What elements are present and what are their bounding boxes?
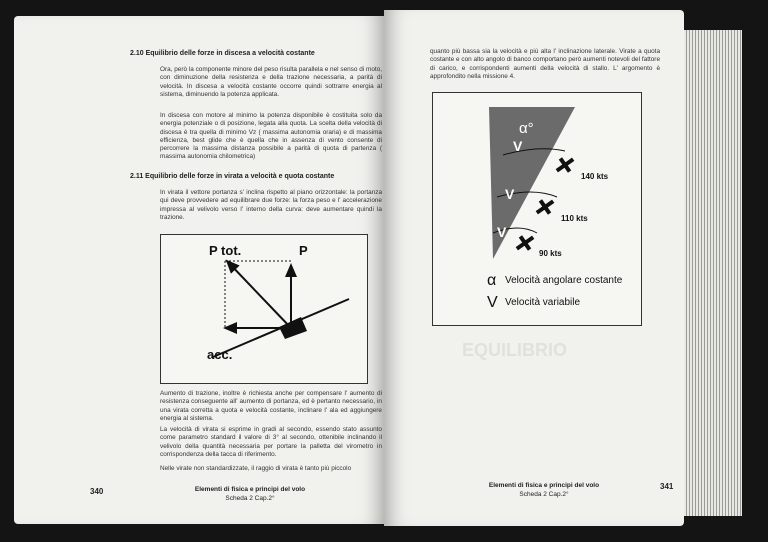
paragraph: La velocità di virata si esprime in gradi al secondo, essendo stato assunto come parametro standard il valore di 3° al secondo, ottenibile inclinando il velivolo della quantità necessaria per portare la palletta del virometro in corrispondenza della tacca di riferimento.: [160, 426, 382, 458]
page-number: 341: [660, 482, 674, 491]
paragraph: quanto più bassa sia la velocità e più alta l' inclinazione laterale. Virate a quota costante e con alto angolo di banco comportano però aumenti notevoli del fattore di carico, e corrispondenti aumenti della velocità di stallo. L' argomento è approfondito nella missione 4.: [430, 48, 660, 80]
bleed-through-text: EQUILIBRIO: [462, 340, 568, 360]
paragraph: In discesa con motore al minimo la potenza disponibile è costituita solo da energia potenziale o di posizione, legata alla quota. La scelta della velocità di discesa è tra quella di minimo Vz ( massima autonomia oraria) e di massima efficienza, best glide che è quella che in assenza di vento consente di percorrere la massima distanza possibile a parità di quota di partenza ( massima autonomia chilometrica): [160, 112, 382, 161]
paragraph: Nelle virate non standardizzate, il raggio di virata è tanto più piccolo: [160, 465, 352, 472]
paragraph: Ora, però la componente minore del peso risulta parallela e nel senso di moto, con diminuzione della resistenza e della trazione necessaria, a parità di velocità. In discesa a velocità costante occorre quindi sottrarre energia al sistema, diminuendo la potenza applicata.: [160, 66, 382, 98]
footer-title: Elementi di fisica e principi del volo: [488, 482, 600, 489]
ptot-label: P tot.: [209, 243, 242, 258]
speed-label-110: 110 kts: [561, 214, 588, 223]
section-heading-2-10: 2.10 Equilibrio delle forze in discesa a velocità costante: [130, 50, 315, 57]
turn-rate-figure: [432, 92, 642, 326]
paragraph: Aumento di trazione, inoltre è richiesta anche per compensare l' aumento di resistenza conseguente all' aumento di portanza, ed è pertanto necessario, in una virata corretta a quota e velocità costante, inclinare l' ala ed aggiungere energia al sistema.: [160, 390, 382, 422]
v-label-bottom: V: [497, 224, 507, 240]
page-number: 340: [90, 487, 104, 496]
v-label-middle: V: [505, 186, 515, 202]
legend-v-symbol: V: [487, 294, 498, 311]
legend-v-text: Velocità variabile: [505, 297, 581, 308]
airplane-icon-140: [552, 153, 578, 178]
speed-label-90: 90 kts: [539, 249, 562, 258]
total-lift-arrow: [227, 261, 291, 328]
page-edges: [684, 30, 742, 516]
paragraph: In virata il vettore portanza s' inclina rispetto al piano orizzontale: la portanza qui deve provvedere ad equilibrare due forze: la forza peso e l' accelerazione impressa al velivolo verso l' interno della curva: deve aumentare quindi la trazione.: [160, 189, 382, 221]
forces-diagram: [161, 235, 367, 383]
legend-alpha-symbol: α: [487, 272, 497, 289]
footer-subtitle: Scheda 2 Cap.2°: [225, 495, 275, 502]
footer-title: Elementi di fisica e principi del volo: [194, 486, 306, 493]
left-page: [14, 16, 384, 524]
acc-label: acc.: [207, 347, 233, 362]
turn-rate-diagram: [433, 93, 641, 325]
turn-forces-figure: [160, 234, 368, 384]
p-label: P: [299, 243, 308, 258]
airplane-icon-110: [532, 195, 558, 220]
section-heading-2-11: 2.11 Equilibrio delle forze in virata a velocità e quota costante: [130, 173, 335, 180]
legend-alpha-text: Velocità angolare costante: [505, 275, 623, 286]
alpha-top-label: α°: [519, 120, 534, 137]
right-page: [384, 10, 684, 526]
v-label-top: V: [513, 138, 523, 154]
footer-subtitle: Scheda 2 Cap.2°: [519, 491, 569, 498]
airplane-icon-90: [512, 231, 538, 256]
speed-label-140: 140 kts: [581, 172, 609, 181]
